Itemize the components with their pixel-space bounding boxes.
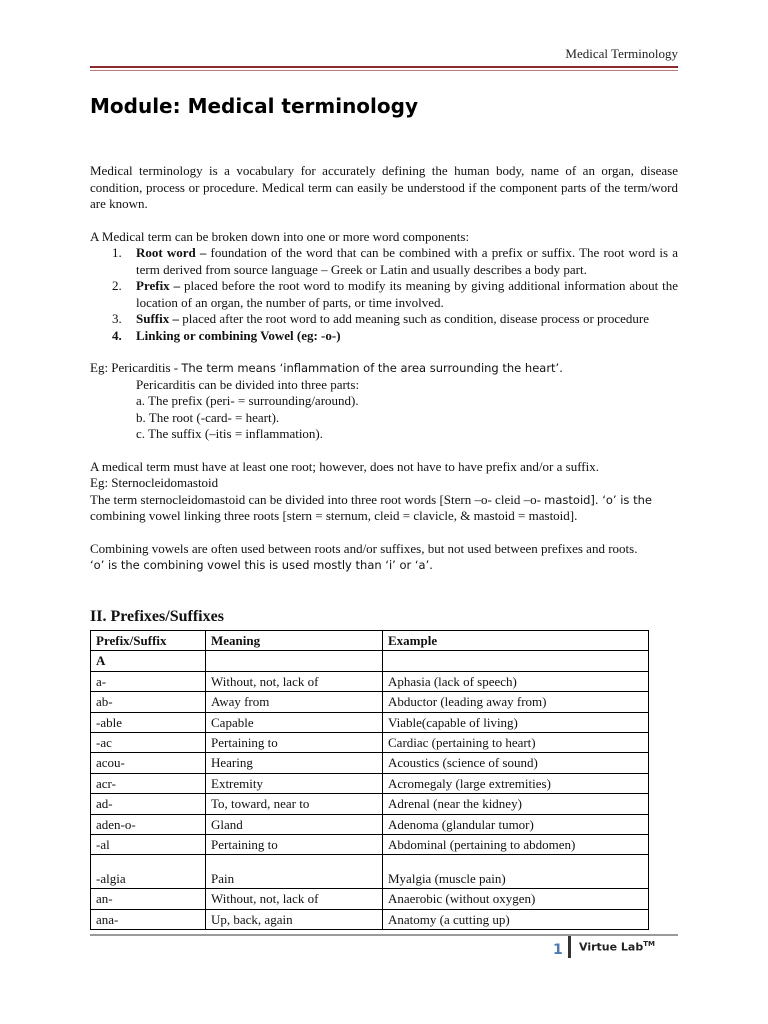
table-row xyxy=(91,834,649,854)
document-body xyxy=(90,163,678,574)
example-part: b. The root (-card- = heart). xyxy=(136,409,280,425)
table-row xyxy=(91,732,649,752)
example-cell: Acromegaly (large extremities) xyxy=(383,773,649,793)
list-item xyxy=(90,278,678,311)
footer-divider xyxy=(568,936,571,958)
table-row xyxy=(91,712,649,732)
column-header: Prefix/Suffix xyxy=(91,631,206,651)
sterno-roots: combining vowel linking three roots [stern = sternum, cleid = clavicle, & mastoid = mastoid]. xyxy=(90,508,578,523)
table-row xyxy=(91,773,649,793)
list-term: Linking or combining Vowel (eg: -o-) xyxy=(136,327,341,343)
example-cell: Viable(capable of living) xyxy=(383,712,649,732)
meaning-cell: Capable xyxy=(206,712,383,732)
prefix-suffix-table xyxy=(90,630,649,930)
footer-brand xyxy=(579,940,655,954)
header-rule xyxy=(90,66,678,68)
table-group-row xyxy=(91,651,649,671)
meaning-cell: Away from xyxy=(206,692,383,712)
prefix-cell: acr- xyxy=(91,773,206,793)
example-cell: Adenoma (glandular tumor) xyxy=(383,814,649,834)
example-cell: Cardiac (pertaining to heart) xyxy=(383,732,649,752)
table-row xyxy=(91,909,649,929)
list-number: 4. xyxy=(112,327,122,343)
module-title: Module: Medical terminology xyxy=(90,94,418,118)
example-pericarditis xyxy=(90,360,678,377)
prefix-cell: -able xyxy=(91,712,206,732)
meaning-cell: Gland xyxy=(206,814,383,834)
prefix-cell: ad- xyxy=(91,794,206,814)
footer-rule xyxy=(90,934,678,936)
example-lead: Eg: Pericarditis - xyxy=(90,360,182,375)
sterno-text-sans: mastoid]. ‘o’ is the xyxy=(544,492,652,507)
header-rule-thin xyxy=(90,70,678,71)
table-row xyxy=(91,855,649,889)
example-cell: Anaerobic (without oxygen) xyxy=(383,889,649,909)
list-number: 3. xyxy=(112,311,122,326)
example-cell: Adrenal (near the kidney) xyxy=(383,794,649,814)
prefix-cell: -ac xyxy=(91,732,206,752)
list-desc: placed after the root word to add meaning such as condition, disease process or procedure xyxy=(178,311,649,326)
page-number: 1 xyxy=(553,942,563,958)
meaning-cell: Up, back, again xyxy=(206,909,383,929)
prefix-cell: an- xyxy=(91,889,206,909)
meaning-cell: Pain xyxy=(206,855,383,889)
table-row xyxy=(91,692,649,712)
meaning-cell: To, toward, near to xyxy=(206,794,383,814)
combining-vowel-note: ‘o’ is the combining vowel this is used mostly than ‘i’ or ‘a’. xyxy=(90,558,433,572)
list-item xyxy=(90,328,678,345)
brand-name: Virtue Lab xyxy=(579,940,644,954)
example-part: c. The suffix (–itis = inflammation). xyxy=(136,426,324,441)
section-heading: II. Prefixes/Suffixes xyxy=(90,608,224,625)
sterno-explanation xyxy=(90,492,678,509)
prefix-cell: aden-o- xyxy=(91,814,206,834)
meaning-cell: Without, not, lack of xyxy=(206,889,383,909)
example-sternocleidomastoid: Eg: Sternocleidomastoid xyxy=(90,475,219,490)
example-cell: Abductor (leading away from) xyxy=(383,692,649,712)
list-term: Prefix – xyxy=(136,278,181,293)
list-number: 2. xyxy=(112,278,122,293)
table-row xyxy=(91,753,649,773)
prefix-cell: ana- xyxy=(91,909,206,929)
meaning-cell: Without, not, lack of xyxy=(206,671,383,691)
list-term: Root word – xyxy=(136,245,207,260)
example-meaning: The term means ‘inflammation of the area surrounding the heart’. xyxy=(181,361,563,375)
components-list xyxy=(90,245,678,344)
example-cell: Abdominal (pertaining to abdomen) xyxy=(383,834,649,854)
example-cell: Aphasia (lack of speech) xyxy=(383,671,649,691)
sterno-text: The term sternocleidomastoid can be divided into three root words [Stern –o- cleid –o- xyxy=(90,491,545,507)
table-row xyxy=(91,671,649,691)
list-item xyxy=(90,311,678,328)
meaning-cell: Hearing xyxy=(206,753,383,773)
list-desc: placed before the root word to modify its meaning by giving additional information about the location of an organ, the number of parts, or time involved. xyxy=(136,278,678,310)
prefix-cell: acou- xyxy=(91,753,206,773)
table-row xyxy=(91,889,649,909)
list-term: Suffix – xyxy=(136,311,179,326)
meaning-cell: Pertaining to xyxy=(206,834,383,854)
intro-paragraph: Medical terminology is a vocabulary for accurately defining the human body, name of an organ, disease condition, process or procedure. Medical term can easily be understood if the component parts of the term/word are known. xyxy=(90,163,678,211)
meaning-cell: Extremity xyxy=(206,773,383,793)
example-cell: Anatomy (a cutting up) xyxy=(383,909,649,929)
prefix-cell: -algia xyxy=(91,855,206,889)
components-lead: A Medical term can be broken down into one or more word components: xyxy=(90,228,470,244)
list-number: 1. xyxy=(112,245,122,260)
list-item xyxy=(90,245,678,278)
table-header-row xyxy=(91,631,649,651)
example-part: a. The prefix (peri- = surrounding/around). xyxy=(136,393,359,408)
trademark: TM xyxy=(643,940,655,948)
table-row xyxy=(91,794,649,814)
prefix-cell: -al xyxy=(91,834,206,854)
column-header: Meaning xyxy=(206,631,383,651)
header-title: Medical Terminology xyxy=(565,46,678,61)
example-divided: Pericarditis can be divided into three parts: xyxy=(136,376,360,392)
group-label: A xyxy=(91,651,206,671)
meaning-cell: Pertaining to xyxy=(206,732,383,752)
column-header: Example xyxy=(383,631,649,651)
prefix-cell: a- xyxy=(91,671,206,691)
table-row xyxy=(91,814,649,834)
prefix-cell: ab- xyxy=(91,692,206,712)
root-requirement: A medical term must have at least one root; however, does not have to have prefix and/or a suffix. xyxy=(90,458,599,474)
list-desc: foundation of the word that can be combined with a prefix or suffix. The root word is a term derived from source language – Greek or Latin and usually describes a body part. xyxy=(136,245,678,277)
example-cell: Acoustics (science of sound) xyxy=(383,753,649,773)
example-cell: Myalgia (muscle pain) xyxy=(383,855,649,889)
combining-vowels: Combining vowels are often used between roots and/or suffixes, but not used between prefixes and roots. xyxy=(90,540,638,556)
